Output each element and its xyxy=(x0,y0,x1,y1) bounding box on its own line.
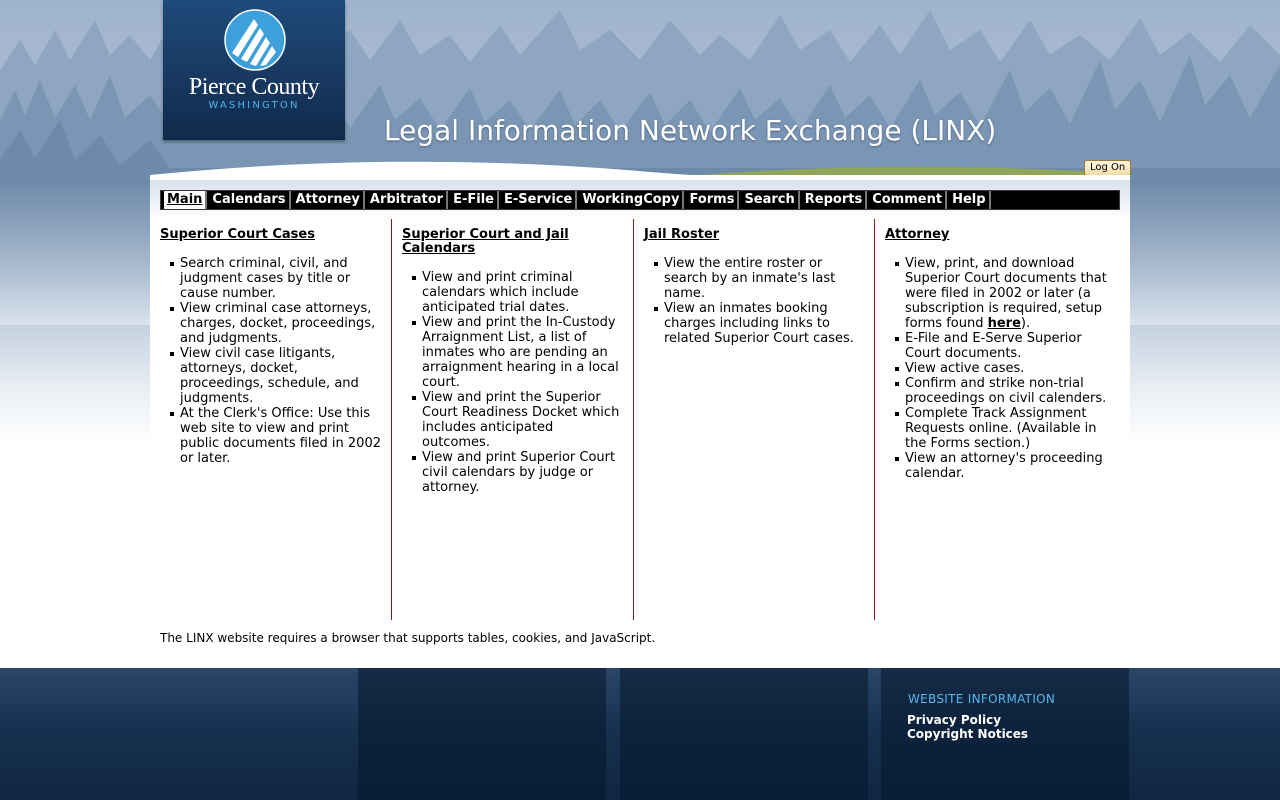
list-item: View an inmates booking charges including links to related Superior Court cases. xyxy=(654,301,864,346)
list-item: View and print criminal calendars which include anticipated trial dates. xyxy=(412,270,623,315)
logo-state-name: WASHINGTON xyxy=(208,100,300,111)
footer-column xyxy=(358,668,606,800)
browser-requirements-note: The LINX website requires a browser that supports tables, cookies, and JavaScript. xyxy=(160,631,656,645)
nav-item-workingcopy[interactable]: WorkingCopy xyxy=(579,191,684,209)
list-item: Search criminal, civil, and judgment cases by title or cause number. xyxy=(170,256,381,301)
site-title: Legal Information Network Exchange (LINX) xyxy=(384,114,997,147)
column-court-and-jail-calendars xyxy=(391,219,633,620)
list-item xyxy=(895,256,1110,331)
nav-item-e-file[interactable]: E-File xyxy=(450,191,499,209)
main-nav-bar xyxy=(160,190,1120,210)
nav-item-calendars[interactable]: Calendars xyxy=(209,191,290,209)
court-and-jail-calendars-link[interactable]: Superior Court and Jail Calendars xyxy=(402,227,569,256)
mountain-logo-icon xyxy=(224,9,286,71)
nav-item-search[interactable]: Search xyxy=(741,191,799,209)
list-item: E-File and E-Serve Superior Court documents. xyxy=(895,331,1110,361)
nav-item-reports[interactable]: Reports xyxy=(802,191,867,209)
footer-column xyxy=(620,668,868,800)
log-on-button[interactable]: Log On xyxy=(1084,160,1131,176)
list-item-text: ). xyxy=(1020,316,1031,331)
list-item: View and print the Superior Court Readiness Docket which includes anticipated outcomes. xyxy=(412,390,623,450)
feature-columns xyxy=(150,219,1130,620)
pierce-county-logo[interactable] xyxy=(163,0,345,140)
nav-item-help[interactable]: Help xyxy=(949,191,990,209)
nav-item-forms[interactable]: Forms xyxy=(686,191,739,209)
nav-item-e-service[interactable]: E-Service xyxy=(501,191,577,209)
copyright-notices-link[interactable]: Copyright Notices xyxy=(907,727,1029,741)
setup-forms-here-link[interactable]: here xyxy=(987,316,1021,331)
list-item-text: View, print, and download Superior Court documents that were filed in 2002 or later (a subscription is required, setup forms found xyxy=(905,256,1107,331)
list-item: Complete Track Assignment Requests online. (Available in the Forms section.) xyxy=(895,406,1110,451)
superior-court-cases-list xyxy=(160,256,381,466)
column-jail-roster xyxy=(633,219,874,620)
logo-county-name: Pierce County xyxy=(188,74,320,100)
column-superior-court-cases xyxy=(150,219,391,620)
list-item: View an attorney's proceeding calendar. xyxy=(895,451,1110,481)
list-item: Confirm and strike non-trial proceedings on civil calenders. xyxy=(895,376,1110,406)
nav-item-comment[interactable]: Comment xyxy=(869,191,947,209)
nav-item-attorney[interactable]: Attorney xyxy=(293,191,365,209)
attorney-link[interactable]: Attorney xyxy=(885,227,950,242)
list-item: View criminal case attorneys, charges, docket, proceedings, and judgments. xyxy=(170,301,381,346)
court-and-jail-calendars-list xyxy=(402,270,623,495)
list-item: View and print Superior Court civil calendars by judge or attorney. xyxy=(412,450,623,495)
jail-roster-list xyxy=(644,256,864,346)
list-item: View civil case litigants, attorneys, docket, proceedings, schedule, and judgments. xyxy=(170,346,381,406)
privacy-policy-link[interactable]: Privacy Policy xyxy=(907,713,1002,727)
column-attorney xyxy=(874,219,1120,620)
list-item: View and print the In-Custody Arraignment List, a list of inmates who are pending an arraignment hearing in a local court. xyxy=(412,315,623,390)
website-information-heading: WEBSITE INFORMATION xyxy=(908,692,1056,706)
jail-roster-link[interactable]: Jail Roster xyxy=(644,227,720,242)
nav-item-main[interactable]: Main xyxy=(164,191,207,209)
list-item: View the entire roster or search by an inmate's last name. xyxy=(654,256,864,301)
footer xyxy=(0,668,1280,800)
list-item: At the Clerk's Office: Use this web site to view and print public documents filed in 2002 or later. xyxy=(170,406,381,466)
list-item: View active cases. xyxy=(895,361,1110,376)
superior-court-cases-link[interactable]: Superior Court Cases xyxy=(160,227,315,242)
nav-item-arbitrator[interactable]: Arbitrator xyxy=(367,191,448,209)
attorney-list xyxy=(885,256,1110,481)
